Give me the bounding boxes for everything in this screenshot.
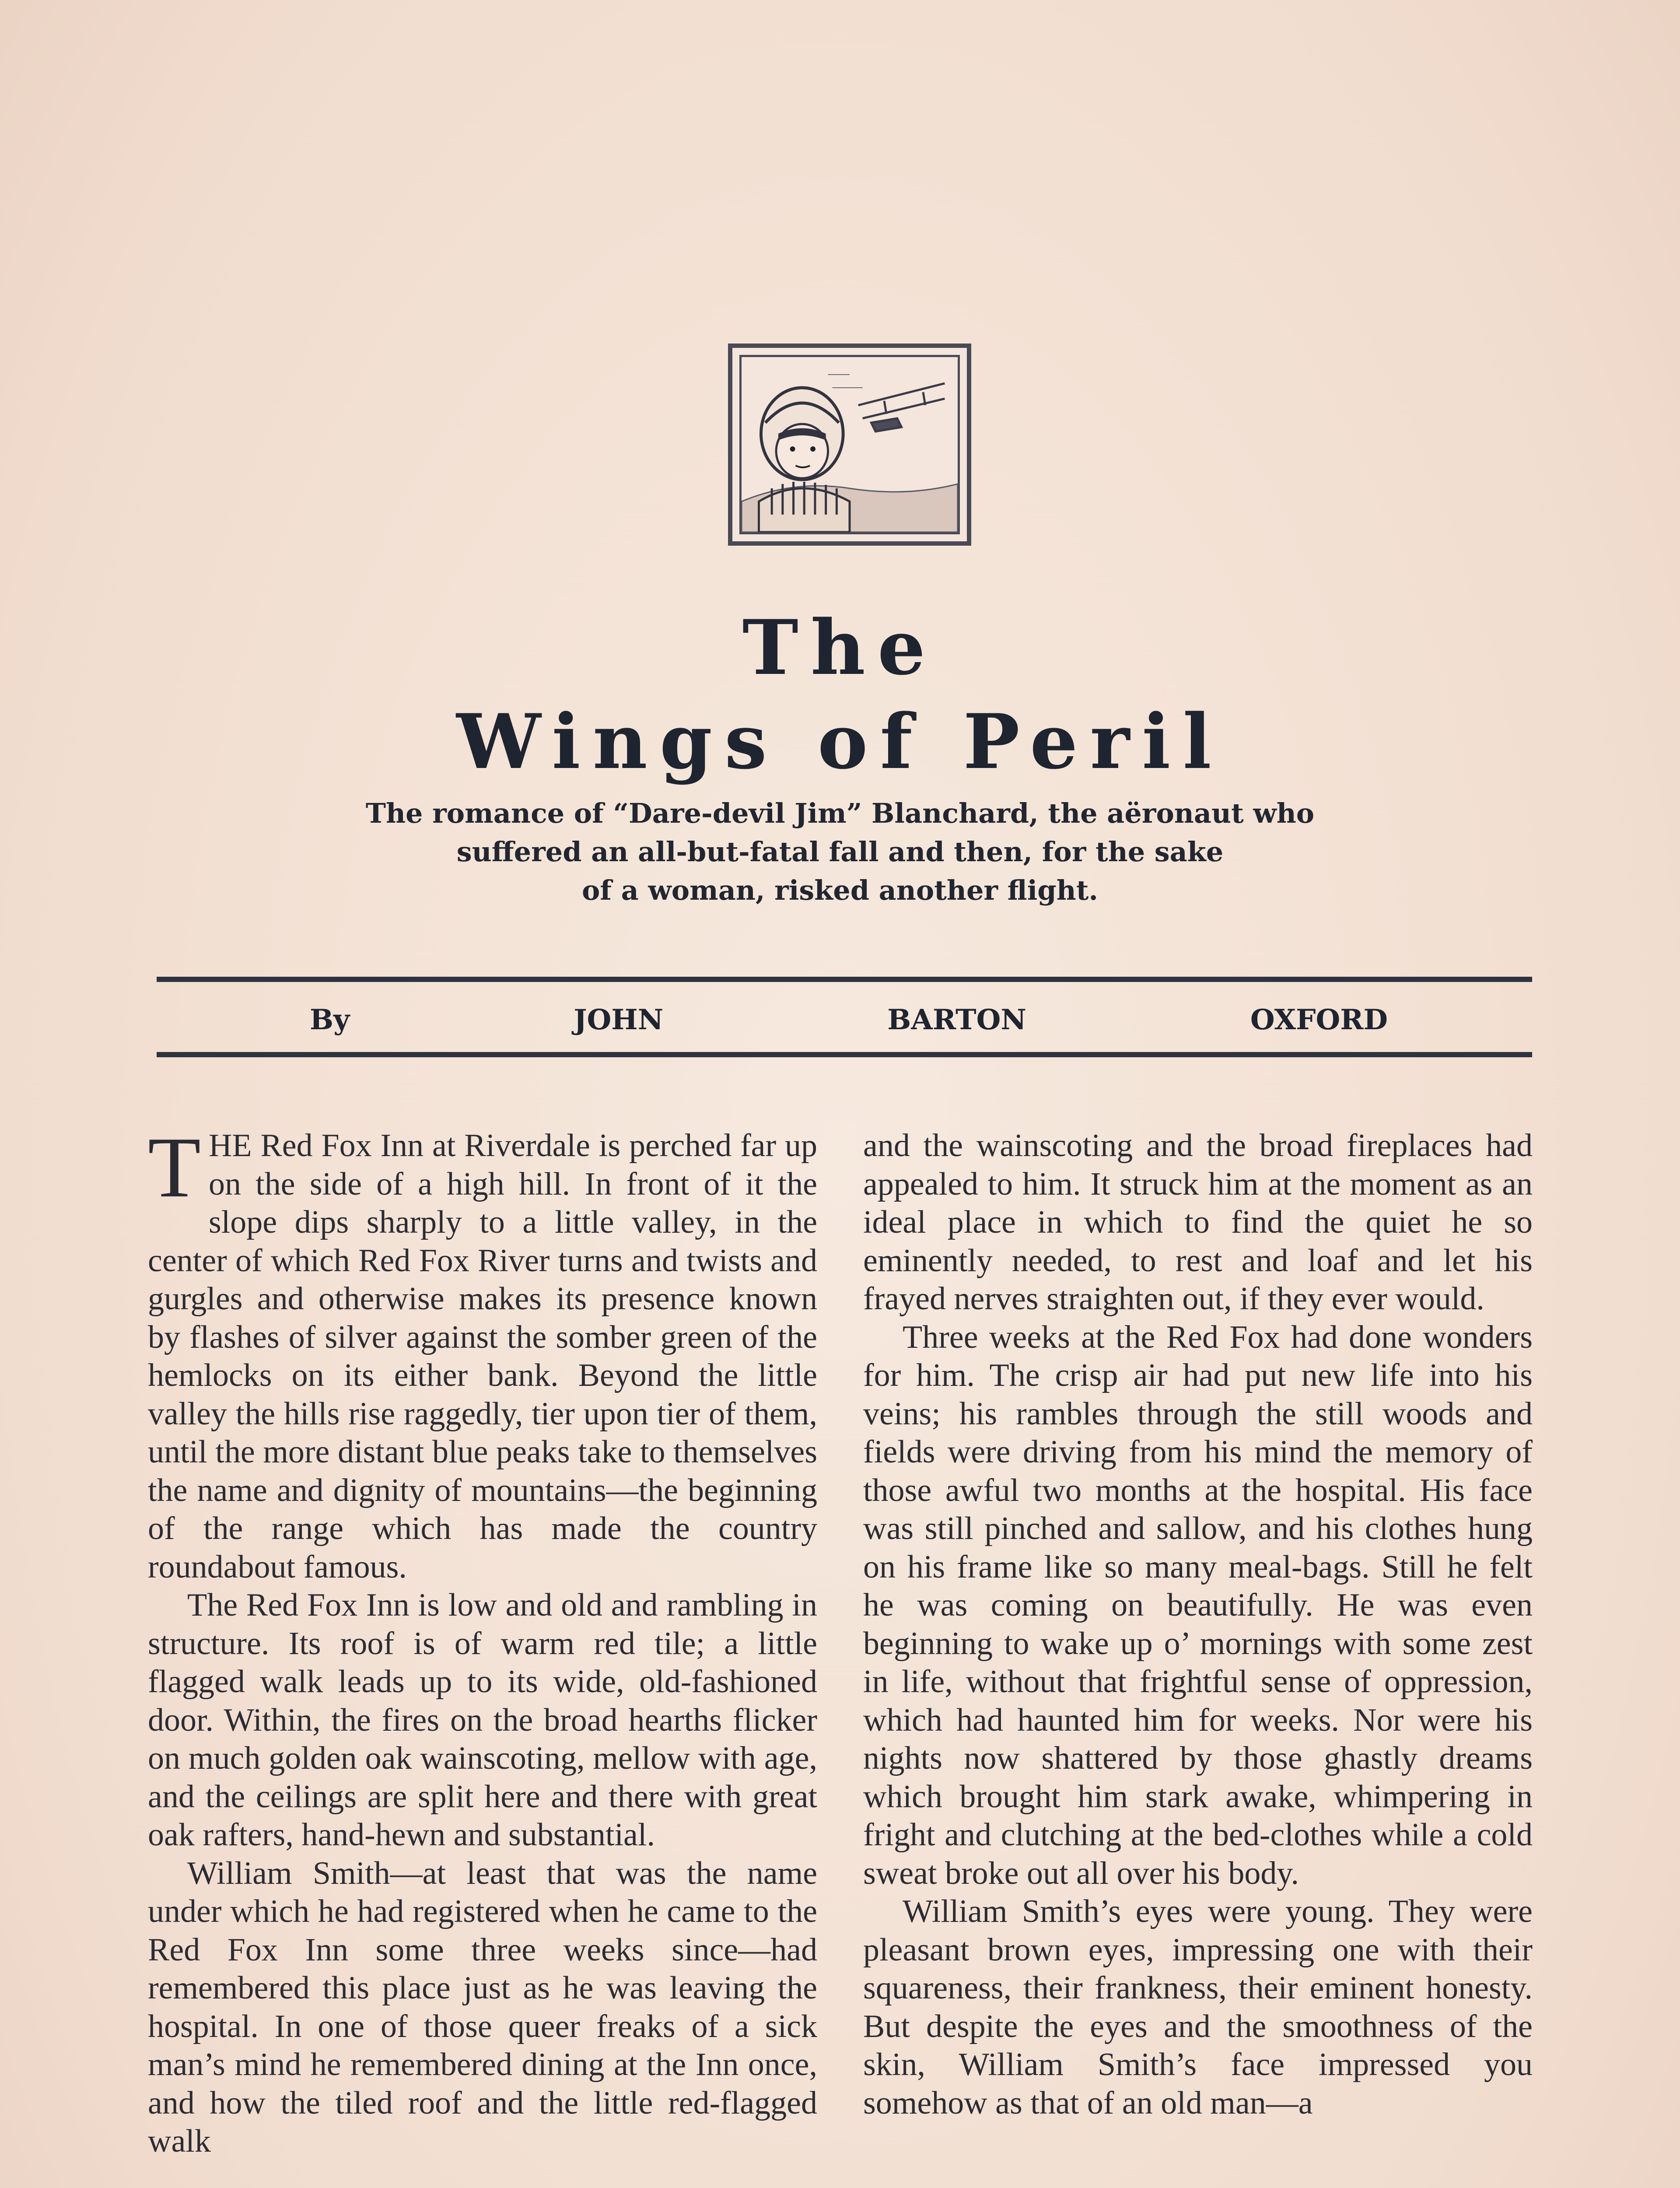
deck-line: suffered an all-but-fatal fall and then, for the sake [456,836,1224,868]
paragraph: Three weeks at the Red Fox had done wonders for him. The crisp air had put new life into his veins; his rambles through the still woods and fields were driving from his mind the memory of those awful two months at the hospital. His face was still pinched and sallow, and his clothes hung on his frame like so many meal-bags. Still he felt he was coming on beautifully. He was even beginning to wake up o’ mornings with some zest in life, without that frightful sense of oppression, which had haunted him for weeks. Nor were his nights now shattered by those ghastly dreams which brought him stark awake, whimpering in fright and clutching at the bed-clothes while a cold sweat broke out all over his body. [863,1319,1533,1891]
aviator-illustration [728,344,971,546]
paragraph: The Red Fox Inn is low and old and rambling in structure. Its roof is of warm red tile; a little flagged walk leads up to its wide, old-fashioned door. Within, the fires on the broad hearths flicker on much golden oak wainscoting, mellow with age, and the ceilings are split here and there with great oak rafters, hand-hewn and substantial. [148,1587,817,1853]
paragraph-text: HE Red Fox Inn at Riverdale is perched far up on the side of a high hill. In front of it the slope dips sharply to a little valley, in the center of which Red Fox River turns and twists and gurgles and otherwise makes its presence known by flashes of silver against the somber green of the hemlocks on its either bank. Beyond the little valley the hills rise raggedly, tier upon tier of them, until the more distant blue peaks take to themselves the name and dignity of mountains—the beginning of the range which has made the country roundabout famous. [148,1128,817,1585]
right-column [863,1127,1533,2122]
left-column [148,1119,817,2161]
byline [157,1000,1532,1039]
deck-line: of a woman, risked another flight. [582,874,1098,906]
aviator-drawing [742,357,958,532]
story-deck [280,794,1400,910]
author-last-name: OXFORD [1250,1003,1388,1036]
paragraph: and the wainscoting and the broad fireplaces had appealed to him. It struck him at the moment as an ideal place in which to find the quiet he so eminently needed, to rest and loaf and let his frayed nerves straighten out, if they ever would. [863,1128,1533,1317]
drop-cap: T [148,1119,201,1215]
byline-by: By [310,1003,350,1036]
byline-rule-top [157,977,1532,982]
story-title-line2: Wings of Peril [456,697,1224,786]
author-middle-name: BARTON [887,1003,1026,1036]
aviator-icon [759,388,850,532]
story-title-line1: The [742,603,938,692]
paragraph: William Smith’s eyes were young. They were pleasant brown eyes, impressing one with their squareness, their frankness, their eminent honesty. But despite the eyes and the smoothness of the skin, William Smith’s face impressed you somehow as that of an old man—a [863,1893,1533,2121]
biplane-icon [858,383,945,431]
deck-line: The romance of “Dare-devil Jim” Blanchard, the aëronaut who [365,797,1315,829]
paragraph [148,1119,817,1586]
byline-rule-bottom [157,1052,1532,1057]
author-first-name: JOHN [574,1003,664,1036]
illustration-frame [739,355,960,534]
paragraph: William Smith—at least that was the name under which he had registered when he came to the Red Fox Inn some three weeks since—had remembered this place just as he was leaving the hospital. In one of those queer freaks of a sick man’s mind he remembered dining at the Inn once, and how the tiled roof and the little red-flagged walk [148,1855,817,2159]
